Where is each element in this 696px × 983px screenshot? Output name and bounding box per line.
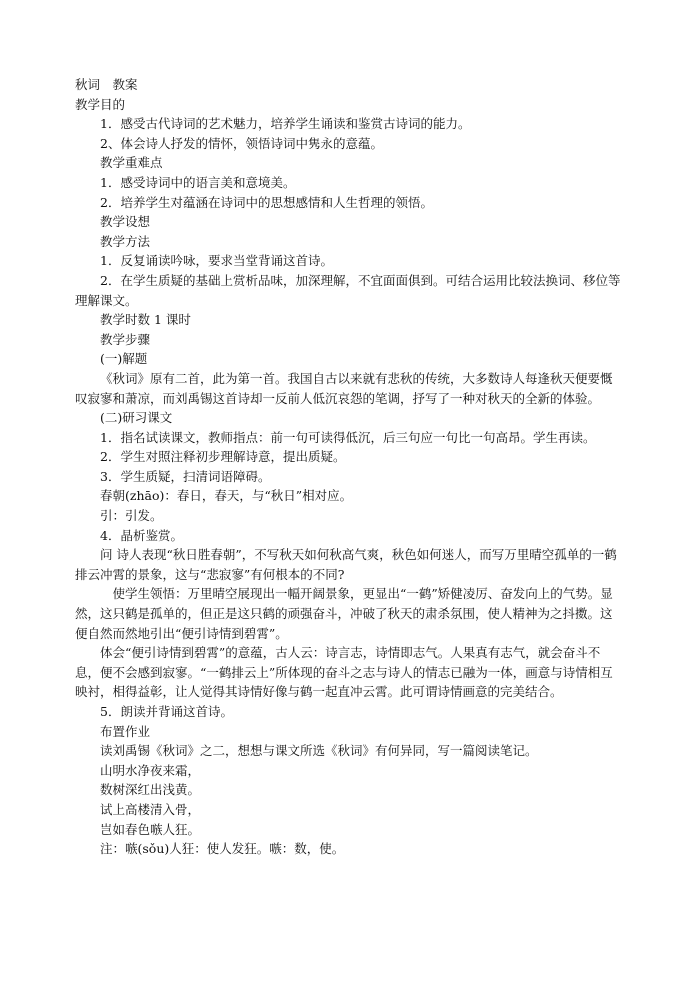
paragraph: 使学生领悟：万里晴空展现出一幅开阔景象，更显出“一鹤”矫健凌厉、奋发向上的气势。显然，这只鹤是孤单的，但正是这只鹤的顽强奋斗，冲破了秋天的肃杀氛围，使人精神为之抖擞。这便自然而然地引出“便引诗情到碧霄”。 <box>75 586 613 641</box>
paragraph: 数树深红出浅黄。 <box>100 782 201 798</box>
paragraph: 4．晶析鉴赏。 <box>100 527 183 543</box>
paragraph: (二)研习课文 <box>100 410 173 426</box>
paragraph: 教学设想 <box>100 214 151 230</box>
paragraph: 试上高楼清入骨， <box>100 801 201 817</box>
paragraph: 体会“便引诗情到碧霄”的意蕴，古人云：诗言志，诗情即志气。人果真有志气，就会奋斗不息，便不会感到寂寥。“一鹤排云上”所体现的奋斗之志与诗人的情志已融为一体，画意与诗情相互映衬，相得益彰，让人觉得其诗情好像与鹤一起直冲云霄。此可谓诗情画意的完美结合。 <box>75 645 613 700</box>
paragraph: 1．反复诵读吟咏，要求当堂背诵这首诗。 <box>100 253 333 269</box>
paragraph: 岂如春色嗾人狂。 <box>100 821 201 837</box>
paragraph: 布置作业 <box>100 723 151 739</box>
paragraph: 2、体会诗人抒发的情怀，领悟诗词中隽永的意蕴。 <box>100 135 383 151</box>
paragraph: 教学方法 <box>100 233 151 249</box>
paragraph: 教学重难点 <box>100 155 163 171</box>
paragraph: 春朝(zhāo)：春日，春天，与“秋日”相对应。 <box>100 488 353 504</box>
document-title: 秋词 教案 <box>75 77 138 92</box>
paragraph: 2．培养学生对蕴涵在诗词中的思想感情和人生哲理的领悟。 <box>100 194 433 210</box>
paragraph: 1．指名试读课文，教师指点：前一句可读得低沉，后三句应一句比一句高昂。学生再读。 <box>100 429 596 445</box>
paragraph: 注：嗾(sǒu)人狂：使人发狂。嗾：数，使。 <box>100 841 345 857</box>
paragraph: 1．感受诗词中的语言美和意境美。 <box>100 174 296 190</box>
paragraph: 3．学生质疑，扫清词语障碍。 <box>100 468 271 484</box>
paragraph: 《秋词》原有二首，此为第一首。我国自古以来就有悲秋的传统，大多数诗人每逢秋天便要慨叹寂寥和萧凉，而刘禹锡这首诗却一反前人低沉哀怨的笔调，抒写了一种对秋天的全新的体验。 <box>75 370 613 406</box>
paragraph: 5．朗读并背诵这首诗。 <box>100 704 233 719</box>
paragraph: 1．感受古代诗词的艺术魅力，培养学生诵读和鉴赏古诗词的能力。 <box>100 116 471 132</box>
paragraph: 2．在学生质疑的基础上赏析品味，加深理解，不宜面面俱到。可结合运用比较法换词、移位等理解课文。 <box>75 272 621 308</box>
paragraph: 2．学生对照注释初步理解诗意，提出质疑。 <box>100 449 346 465</box>
paragraph: 教学步骤 <box>100 331 151 347</box>
paragraph: 读刘禹锡《秋词》之二，想想与课文所选《秋词》有何异同，写一篇阅读笔记。 <box>100 743 538 759</box>
paragraph: 问 诗人表现“秋日胜春朝”，不写秋天如何秋高气爽，秋色如何迷人，而写万里晴空孤单的一鹤排云冲霄的景象，这与“悲寂寥”有何根本的不同? <box>75 547 617 582</box>
lesson-plan-page <box>75 75 623 859</box>
paragraph: 山明水净夜来霜， <box>100 762 201 778</box>
paragraph: 教学目的 <box>75 96 126 112</box>
paragraph: 教学时数 1 课时 <box>100 312 191 328</box>
paragraph: 引：引发。 <box>100 508 163 524</box>
paragraph: (一)解题 <box>100 351 148 367</box>
